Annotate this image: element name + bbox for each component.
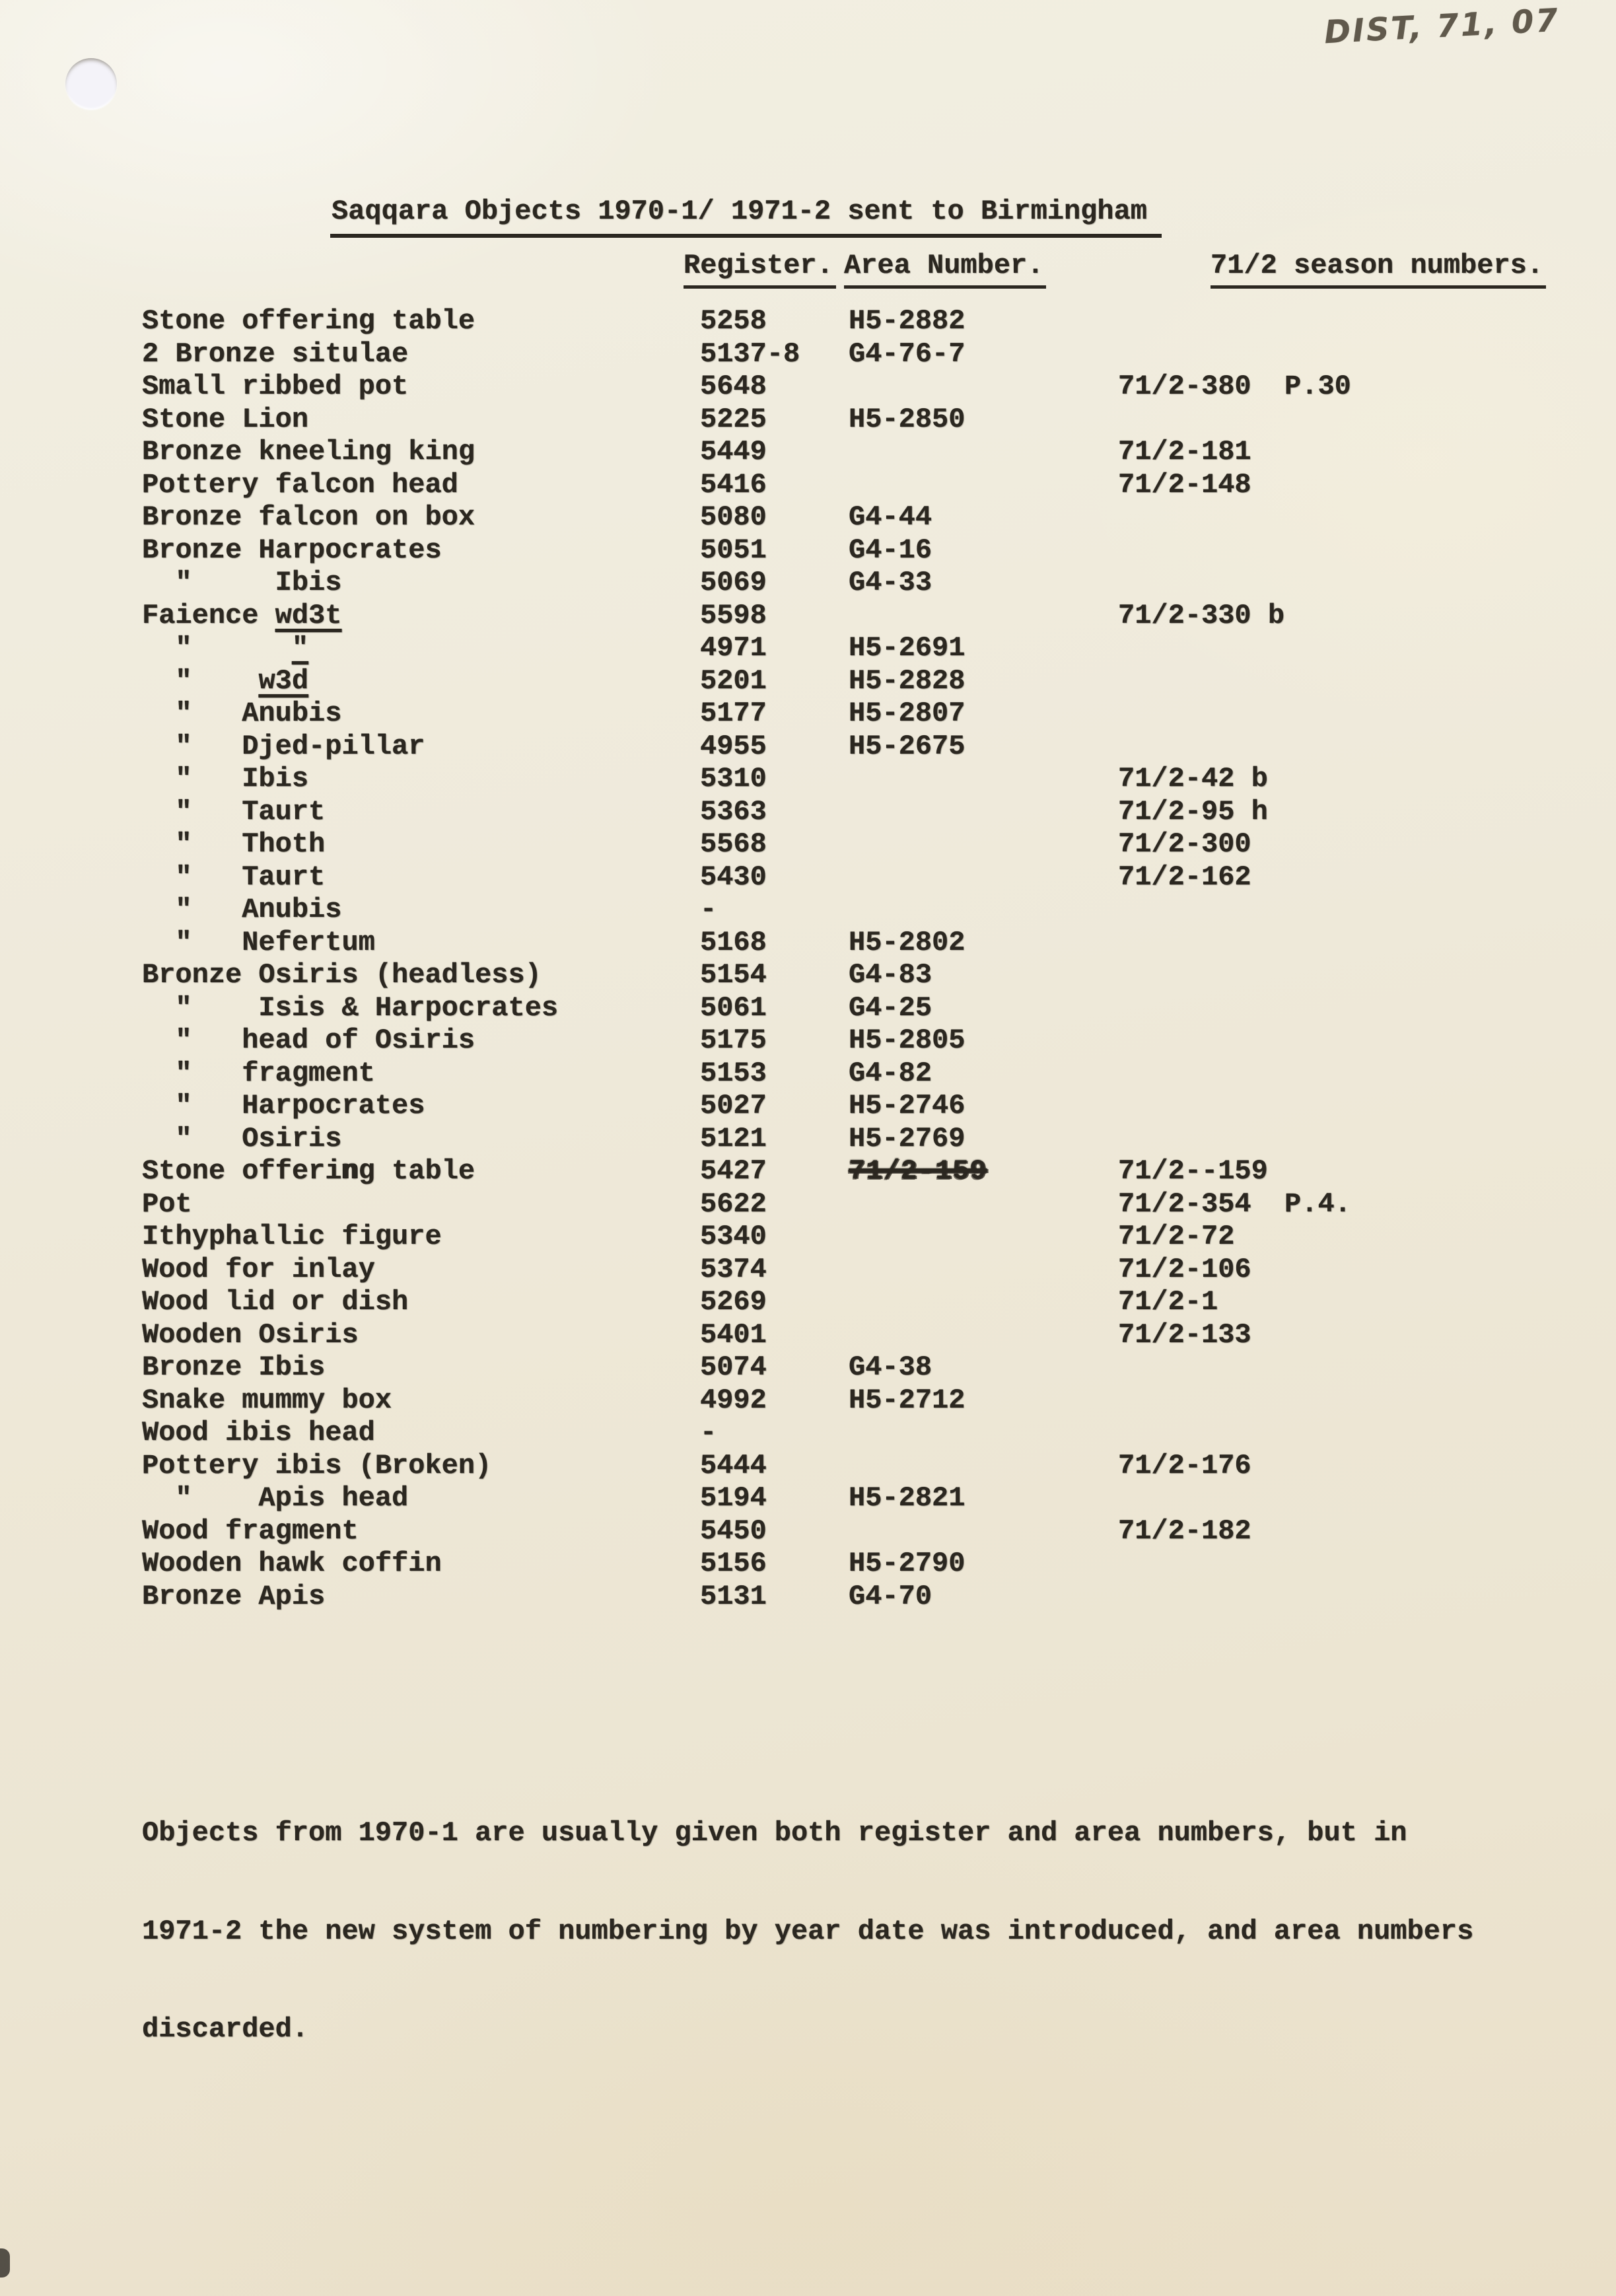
table-row	[142, 501, 1582, 534]
area-number: G4-76-7	[849, 338, 966, 370]
register-number: 4992	[700, 1384, 767, 1416]
area-number: G4-82	[849, 1057, 932, 1089]
register-number: 5568	[700, 828, 767, 860]
register-number: 4955	[700, 730, 767, 762]
table-row	[142, 632, 1582, 665]
object-name: Pot	[142, 1188, 192, 1220]
table-row	[142, 698, 1582, 731]
register-number: -	[700, 1417, 717, 1449]
object-name: Bronze kneeling king	[142, 436, 475, 468]
season-number: 71/2-95 h	[1118, 795, 1268, 828]
footnote-line: Objects from 1970-1 are usually given both register and area numbers, but in	[142, 1817, 1407, 1849]
register-number: 5401	[700, 1318, 767, 1351]
area-number	[849, 1155, 987, 1188]
table-row	[142, 1450, 1582, 1483]
area-number: G4-83	[849, 959, 932, 991]
register-number: 4971	[700, 632, 767, 664]
object-name: " Djed-pillar	[142, 730, 425, 762]
object-name: Stone offering table	[142, 1155, 475, 1187]
register-number: 5069	[700, 567, 767, 598]
area-number: H5-2882	[849, 305, 966, 337]
object-name: Bronze falcon on box	[142, 501, 475, 533]
object-name: " Anubis	[142, 698, 342, 729]
object-name: Snake mummy box	[142, 1384, 392, 1416]
handwritten-annotation: DIST, 71, 07	[1323, 1, 1561, 52]
area-number: H5-2821	[849, 1482, 966, 1514]
table-row	[142, 404, 1582, 437]
register-number: 5340	[700, 1221, 767, 1252]
season-number: 71/2-380 P.30	[1118, 371, 1351, 402]
object-name: Small ribbed pot	[142, 371, 409, 402]
object-name: " Anubis	[142, 894, 342, 925]
register-number: 5449	[700, 436, 767, 468]
register-number: 5074	[700, 1351, 767, 1383]
object-name: Pottery ibis (Broken)	[142, 1449, 492, 1482]
table-row	[142, 1286, 1582, 1319]
object-name: Bronze Harpocrates	[142, 534, 442, 566]
column-header-register: Register.	[684, 250, 836, 289]
table-row	[142, 1417, 1582, 1450]
table-row	[142, 1155, 1582, 1188]
object-table	[142, 305, 1582, 1613]
table-row	[142, 763, 1582, 796]
table-row	[142, 992, 1582, 1025]
register-number: 5363	[700, 795, 767, 828]
table-row	[142, 338, 1582, 371]
object-name: Wood lid or dish	[142, 1286, 409, 1318]
table-row	[142, 1319, 1582, 1352]
table-row	[142, 600, 1582, 633]
register-number: 5027	[700, 1090, 767, 1122]
column-header-season: 71/2 season numbers.	[1211, 250, 1546, 289]
season-number: 71/2-148	[1118, 468, 1251, 501]
season-number: 71/2-176	[1118, 1449, 1251, 1482]
register-number: 5121	[700, 1122, 767, 1155]
object-name: Wooden Osiris	[142, 1318, 359, 1351]
hole-punch	[65, 58, 117, 110]
table-row	[142, 796, 1582, 829]
register-number: 5269	[700, 1286, 767, 1318]
season-number: 71/2-354 P.4.	[1118, 1188, 1351, 1220]
table-row	[142, 1058, 1582, 1091]
season-number: 71/2-1	[1118, 1286, 1218, 1318]
season-number: 71/2-162	[1118, 861, 1251, 893]
object-name: " Taurt	[142, 861, 326, 893]
area-number: H5-2769	[849, 1122, 966, 1155]
struck-area-number: 71/2-159	[849, 1155, 987, 1187]
table-row	[142, 1254, 1582, 1287]
table-row	[142, 894, 1582, 927]
register-number: -	[700, 894, 717, 925]
page-title	[330, 196, 1162, 238]
table-row	[142, 1090, 1582, 1123]
object-name: " Ibis	[142, 567, 342, 598]
register-number: 5175	[700, 1024, 767, 1056]
register-number: 5450	[700, 1515, 767, 1547]
table-row	[142, 1221, 1582, 1254]
table-row	[142, 665, 1582, 698]
area-number: H5-2802	[849, 926, 966, 958]
object-name: Bronze Osiris (headless)	[142, 959, 542, 991]
register-number: 5427	[700, 1155, 767, 1187]
footnote-line: 1971-2 the new system of numbering by year date was introduced, and area numbers	[142, 1915, 1474, 1947]
table-row	[142, 534, 1582, 567]
register-number: 5598	[700, 599, 767, 631]
object-name: Wood for inlay	[142, 1253, 375, 1285]
season-number: 71/2-181	[1118, 436, 1251, 468]
season-number: 71/2-106	[1118, 1253, 1251, 1285]
footnote	[142, 1752, 1473, 2112]
object-name: " Taurt	[142, 795, 326, 828]
table-row	[142, 305, 1582, 338]
area-number: H5-2746	[849, 1090, 966, 1122]
object-name: " Osiris	[142, 1122, 342, 1155]
table-row	[142, 371, 1582, 404]
column-header-area: Area Number.	[844, 250, 1046, 289]
object-name: " Thoth	[142, 828, 326, 860]
register-number: 5061	[700, 991, 767, 1024]
register-number: 5430	[700, 861, 767, 893]
register-number: 5225	[700, 403, 767, 435]
page-title-text: Saqqara Objects 1970-1/ 1971-2 sent to Birmingham	[330, 196, 1162, 238]
area-number: G4-38	[849, 1351, 932, 1383]
table-row	[142, 1384, 1582, 1417]
object-name: Bronze Ibis	[142, 1351, 326, 1383]
register-number: 5194	[700, 1482, 767, 1514]
register-number: 5258	[700, 305, 767, 337]
table-row	[142, 436, 1582, 469]
object-name: " Ibis	[142, 763, 309, 795]
register-number: 5374	[700, 1253, 767, 1285]
object-name: " fragment	[142, 1057, 375, 1089]
area-number: H5-2691	[849, 632, 966, 664]
table-row	[142, 1024, 1582, 1058]
object-name: Wood fragment	[142, 1515, 359, 1547]
object-name: " Apis head	[142, 1482, 409, 1514]
table-row	[142, 828, 1582, 861]
area-number: H5-2675	[849, 730, 966, 762]
object-name: 2 Bronze situlae	[142, 338, 409, 370]
register-number: 5201	[700, 664, 767, 697]
season-number: 71/2-182	[1118, 1515, 1251, 1547]
table-row	[142, 861, 1582, 894]
table-row	[142, 567, 1582, 600]
table-row	[142, 1351, 1582, 1384]
area-number: H5-2712	[849, 1384, 966, 1416]
register-number: 5153	[700, 1057, 767, 1089]
table-row	[142, 1581, 1582, 1614]
register-number: 5168	[700, 926, 767, 958]
table-row	[142, 469, 1582, 502]
season-number: 71/2-42 b	[1118, 763, 1268, 795]
table-row	[142, 731, 1582, 764]
table-row	[142, 1123, 1582, 1156]
register-number: 5154	[700, 959, 767, 991]
area-number: G4-70	[849, 1580, 932, 1612]
object-name: " Nefertum	[142, 926, 375, 958]
area-number: G4-33	[849, 567, 932, 598]
register-number: 5131	[700, 1580, 767, 1612]
register-number: 5648	[700, 371, 767, 402]
table-row	[142, 1188, 1582, 1221]
register-number: 5177	[700, 698, 767, 729]
area-number: G4-16	[849, 534, 932, 566]
season-number: 71/2-300	[1118, 828, 1251, 860]
area-number: H5-2828	[849, 664, 966, 697]
season-number: 71/2-330 b	[1118, 599, 1285, 631]
object-name: Stone offering table	[142, 305, 475, 337]
register-number: 5051	[700, 534, 767, 566]
area-number: H5-2790	[849, 1548, 966, 1579]
object-name: Ithyphallic figure	[142, 1221, 442, 1252]
table-row	[142, 959, 1582, 992]
area-number: H5-2850	[849, 403, 966, 435]
object-name: " Harpocrates	[142, 1090, 425, 1122]
register-number: 5310	[700, 763, 767, 795]
register-number: 5622	[700, 1188, 767, 1220]
object-name: " head of Osiris	[142, 1024, 475, 1056]
table-row	[142, 1548, 1582, 1581]
object-name: " w3d	[142, 664, 309, 697]
area-number: G4-25	[849, 991, 932, 1024]
register-number: 5444	[700, 1449, 767, 1482]
scan-edge-mark	[0, 2248, 10, 2278]
table-row	[142, 1482, 1582, 1515]
footnote-line: discarded.	[142, 2013, 309, 2045]
register-number: 5156	[700, 1548, 767, 1579]
season-number: 71/2--159	[1118, 1155, 1268, 1187]
register-number: 5080	[700, 501, 767, 533]
area-number: G4-44	[849, 501, 932, 533]
object-name: Wood ibis head	[142, 1417, 375, 1449]
table-row	[142, 927, 1582, 960]
object-name: Faience wd3t	[142, 599, 342, 631]
register-number: 5416	[700, 468, 767, 501]
object-name: Pottery falcon head	[142, 468, 458, 501]
object-name: " Isis & Harpocrates	[142, 991, 559, 1024]
area-number: H5-2807	[849, 698, 966, 729]
season-number: 71/2-72	[1118, 1221, 1235, 1252]
register-number: 5137-8	[700, 338, 800, 370]
table-row	[142, 1515, 1582, 1548]
object-name: Wooden hawk coffin	[142, 1548, 442, 1579]
object-name: Bronze Apis	[142, 1580, 326, 1612]
object-name: " "	[142, 632, 309, 664]
object-name: Stone Lion	[142, 403, 309, 435]
area-number: H5-2805	[849, 1024, 966, 1056]
season-number: 71/2-133	[1118, 1318, 1251, 1351]
